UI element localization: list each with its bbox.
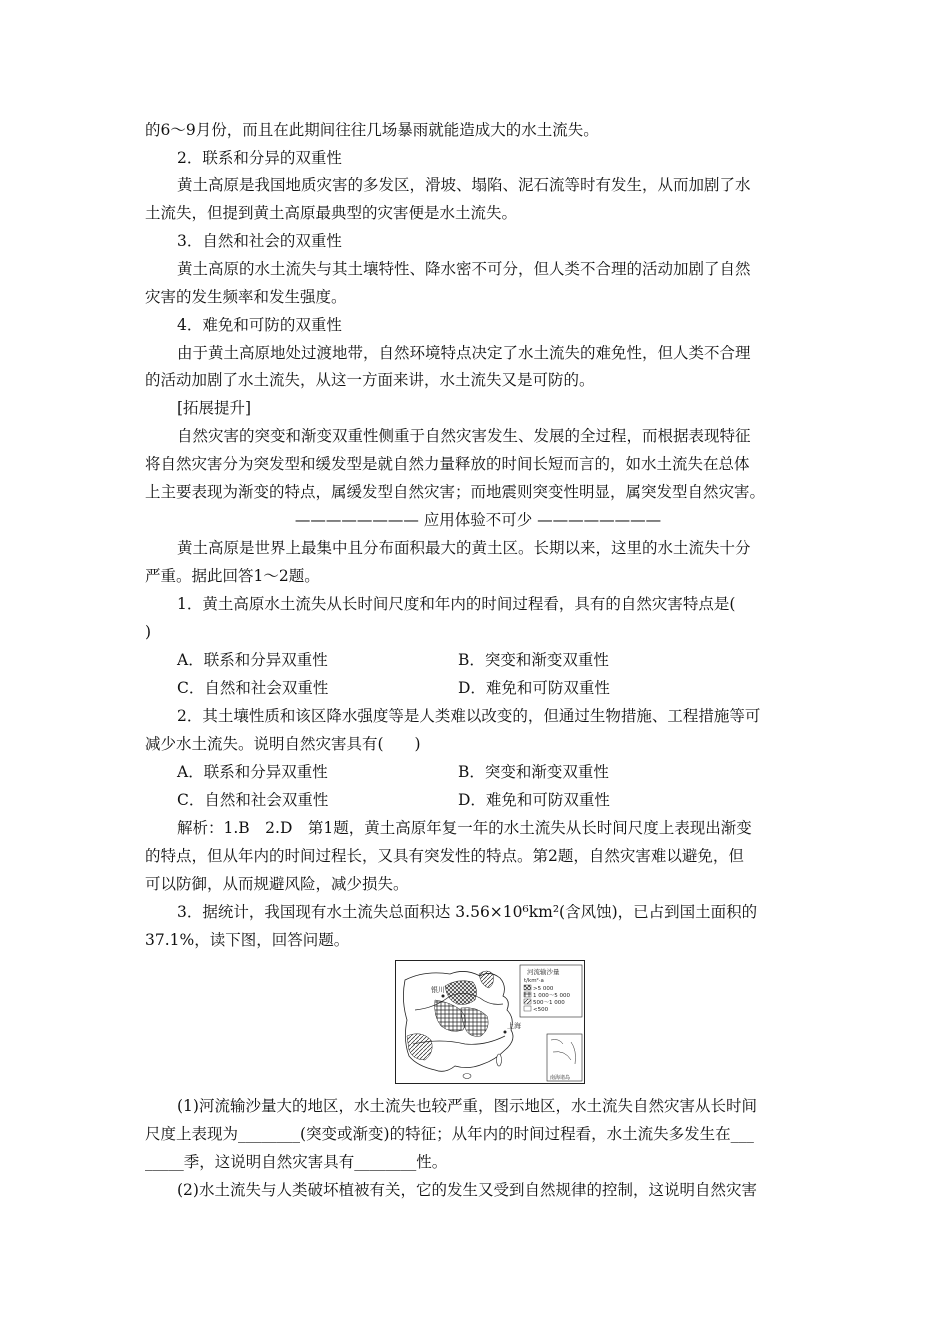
heading-2: 2．联系和分异的双重性 [177, 149, 342, 167]
paragraph-continuation: 的6～9月份，而且在此期间往往几场暴雨就能造成大的水土流失。 [145, 121, 599, 139]
legend-item-3: 500～1 000 [533, 1000, 565, 1006]
q2-option-d[interactable]: D．难免和可防双重性 [458, 791, 610, 809]
legend-item-1: >5 000 [533, 986, 554, 992]
question-2-line2: 减少水土流失。说明自然灾害具有( ) [145, 735, 421, 753]
legend-swatch-4 [524, 1006, 531, 1011]
question-3-1-line3: _____季，这说明自然灾害具有________性。 [145, 1153, 448, 1171]
q1-option-a[interactable]: A．联系和分异双重性 [177, 651, 328, 669]
shanghai-marker [504, 1031, 507, 1034]
analysis-line2: 的特点，但从年内的时间过程长，又具有突发性的特点。第2题，自然灾害难以避免，但 [145, 847, 744, 865]
question-3-2-line1: (2)水土流失与人类破坏植被有关，它的发生又受到自然规律的控制，这说明自然灾害 [177, 1181, 757, 1199]
question-1-line2: ) [145, 623, 152, 641]
q2-option-b[interactable]: B．突变和渐变双重性 [458, 763, 609, 781]
analysis-line3: 可以防御，从而规避风险，减少损失。 [145, 875, 409, 893]
city-label-shanghai: 上海 [507, 1022, 521, 1030]
legend-unit: t/km²·a [524, 978, 544, 984]
question-1-line1: 1．黄土高原水土流失从长时间尺度和年内的时间过程看，具有的自然灾害特点是( [177, 595, 736, 613]
legend-swatch-2 [524, 992, 531, 997]
south-sea-inset [547, 1034, 582, 1081]
heading-3: 3．自然和社会的双重性 [177, 232, 342, 250]
paragraph-4-line2: 的活动加剧了水土流失，从这一方面来讲，水土流失又是可防的。 [145, 371, 595, 389]
paragraph-2-line2: 土流失，但提到黄土高原最典型的灾害便是水土流失。 [145, 204, 518, 222]
legend-swatch-1 [524, 985, 531, 990]
yinchuan-marker [442, 995, 445, 998]
q1-option-d[interactable]: D．难免和可防双重性 [458, 679, 610, 697]
paragraph-4-line1: 由于黄土高原地处过渡地带，自然环境特点决定了水土流失的难免性，但人类不合理 [177, 344, 751, 362]
question-3-1-line1: (1)河流输沙量大的地区，水土流失也较严重，图示地区，水土流失自然灾害从长时间 [177, 1097, 757, 1115]
sediment-map [395, 960, 585, 1084]
paragraph-3-line2: 灾害的发生频率和发生强度。 [145, 288, 347, 306]
analysis-line1: 解析：1.B 2.D 第1题，黄土高原年复一年的水土流失从长时间尺度上表现出渐变 [177, 819, 752, 837]
question-3-1-line2: 尺度上表现为________(突变或渐变)的特征；从年内的时间过程看，水土流失多发生在___ [145, 1125, 754, 1143]
question-3-line1: 3．据统计，我国现有水土流失总面积达 3.56×10⁶km²(含风蚀)，已占到国土面积的 [177, 903, 758, 921]
paragraph-5-line2: 将自然灾害分为突发型和缓发型是就自然力量释放的时间长短而言的，如水土流失在总体 [145, 455, 750, 473]
legend-item-2: 1 000～5 000 [533, 993, 570, 999]
heading-4: 4．难免和可防的双重性 [177, 316, 342, 334]
q1-option-c[interactable]: C．自然和社会双重性 [177, 679, 329, 697]
section-tuozhan: [拓展提升] [177, 399, 252, 417]
hainan-island [463, 1074, 471, 1079]
paragraph-3-line1: 黄土高原的水土流失与其土壤特性、降水密不可分，但人类不合理的活动加剧了自然 [177, 260, 751, 278]
intro-line2: 严重。据此回答1～2题。 [145, 567, 320, 585]
inset-label: 南海诸岛 [550, 1075, 571, 1081]
q2-option-a[interactable]: A．联系和分异双重性 [177, 763, 328, 781]
section-divider: ———————— 应用体验不可少 ———————— [294, 511, 662, 529]
city-label-yinchuan: 银川 [431, 986, 445, 994]
question-2-line1: 2．其土壤性质和该区降水强度等是人类难以改变的，但通过生物措施、工程措施等可 [177, 707, 761, 725]
legend-title: 河流输沙量 [527, 968, 560, 976]
q1-option-b[interactable]: B．突变和渐变双重性 [458, 651, 609, 669]
legend-swatch-3 [524, 999, 531, 1004]
taiwan-island [497, 1054, 502, 1066]
legend-item-4: <500 [533, 1007, 549, 1013]
intro-line1: 黄土高原是世界上最集中且分布面积最大的黄土区。长期以来，这里的水土流失十分 [177, 539, 751, 557]
paragraph-2-line1: 黄土高原是我国地质灾害的多发区，滑坡、塌陷、泥石流等时有发生，从而加剧了水 [177, 176, 751, 194]
question-3-line2: 37.1%，读下图，回答问题。 [145, 931, 350, 949]
paragraph-5-line3: 上主要表现为渐变的特点，属缓发型自然灾害；而地震则突变性明显，属突发型自然灾害。 [145, 483, 766, 501]
q2-option-c[interactable]: C．自然和社会双重性 [177, 791, 329, 809]
sediment-map-figure [395, 960, 585, 1084]
paragraph-5-line1: 自然灾害的突变和渐变双重性侧重于自然灾害发生、发展的全过程，而根据表现特征 [177, 427, 751, 445]
